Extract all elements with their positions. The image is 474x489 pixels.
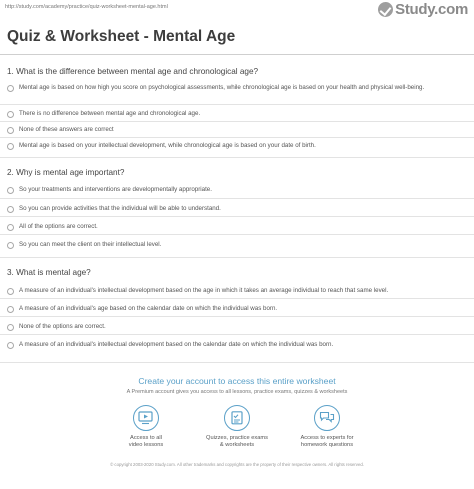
radio-button[interactable]	[7, 85, 14, 92]
answer-option[interactable]	[7, 305, 467, 313]
option-divider	[0, 334, 474, 335]
answer-option[interactable]	[7, 84, 467, 92]
answer-option[interactable]	[7, 241, 467, 249]
question-1: 1. What is the difference between mental age and chronological age?	[7, 67, 259, 76]
radio-button[interactable]	[7, 224, 14, 231]
feature-label: Access to all	[130, 435, 162, 441]
top-bar	[0, 0, 474, 22]
study-logo[interactable]	[378, 1, 468, 18]
answer-text: Mental age is based on your intellectual development, while chronological age is based on your date of birth.	[19, 142, 316, 149]
option-divider	[0, 316, 474, 317]
title-divider	[0, 54, 474, 55]
answer-option[interactable]	[7, 186, 467, 194]
answer-option[interactable]	[7, 223, 467, 231]
answer-text: So your treatments and interventions are developmentally appropriate.	[19, 186, 212, 193]
quiz-worksheet-icon	[224, 405, 250, 431]
answer-text: A measure of an individual's intellectual development based on the age in which it takes an average individual to reach that same level.	[19, 287, 389, 294]
answer-option[interactable]	[7, 110, 467, 118]
feature-label: Quizzes, practice exams	[206, 435, 268, 441]
cta-divider	[0, 362, 474, 363]
question-divider	[0, 257, 474, 258]
answer-text: None of these answers are correct	[19, 126, 114, 133]
radio-button[interactable]	[7, 143, 14, 150]
radio-button[interactable]	[7, 242, 14, 249]
video-lesson-icon	[133, 405, 159, 431]
copyright-text: © copyright 2003-2020 Study.com. All other trademarks and copyrights are the property of their respective owners. All rights reserved.	[110, 462, 364, 467]
option-divider	[0, 216, 474, 217]
page-title: Quiz & Worksheet - Mental Age	[7, 28, 236, 45]
question-2: 2. Why is mental age important?	[7, 168, 125, 177]
option-divider	[0, 137, 474, 138]
answer-text: A measure of an individual's intellectual development based on the calendar date on which the individual was born.	[19, 341, 334, 348]
radio-button[interactable]	[7, 111, 14, 118]
radio-button[interactable]	[7, 206, 14, 213]
option-divider	[0, 198, 474, 199]
logo-check-icon	[378, 2, 393, 17]
radio-button[interactable]	[7, 324, 14, 331]
question-3: 3. What is mental age?	[7, 268, 91, 277]
answer-option[interactable]	[7, 205, 467, 213]
radio-button[interactable]	[7, 288, 14, 295]
feature-experts	[272, 405, 382, 449]
answer-text: None of the options are correct.	[19, 323, 106, 330]
option-divider	[0, 121, 474, 122]
feature-label: Access to experts for	[300, 435, 354, 441]
answer-text: A measure of an individual's age based on the calendar date on which the individual was born.	[19, 305, 278, 312]
answer-text: Mental age is based on how high you score on psychological assessments, while chronological age is based on your health and physical well-being.	[19, 84, 425, 91]
option-divider	[0, 298, 474, 299]
answer-option[interactable]	[7, 126, 467, 134]
page-url: http://study.com/academy/practice/quiz-worksheet-mental-age.html	[5, 4, 168, 10]
option-divider	[0, 234, 474, 235]
answer-option[interactable]	[7, 287, 467, 295]
answer-text: So you can meet the client on their intellectual level.	[19, 241, 162, 248]
question-divider	[0, 157, 474, 158]
feature-label: video lessons	[128, 442, 164, 448]
answer-text: All of the options are correct.	[19, 223, 98, 230]
answer-text: So you can provide activities that the individual will be able to understand.	[19, 205, 221, 212]
radio-button[interactable]	[7, 342, 14, 349]
feature-label: & worksheets	[219, 442, 255, 448]
radio-button[interactable]	[7, 306, 14, 313]
feature-label: homework questions	[300, 442, 354, 448]
answer-option[interactable]	[7, 341, 467, 349]
expert-chat-icon	[314, 405, 340, 431]
option-divider	[0, 104, 474, 105]
answer-text: There is no difference between mental age and chronological age.	[19, 110, 201, 117]
radio-button[interactable]	[7, 187, 14, 194]
answer-option[interactable]	[7, 323, 467, 331]
premium-description: A Premium account gives you access to all lessons, practice exams, quizzes & worksheets	[126, 389, 348, 395]
logo-text: Study.com	[395, 1, 468, 18]
radio-button[interactable]	[7, 127, 14, 134]
create-account-link[interactable]: Create your account to access this entire worksheet	[138, 376, 336, 386]
answer-option[interactable]	[7, 142, 467, 150]
